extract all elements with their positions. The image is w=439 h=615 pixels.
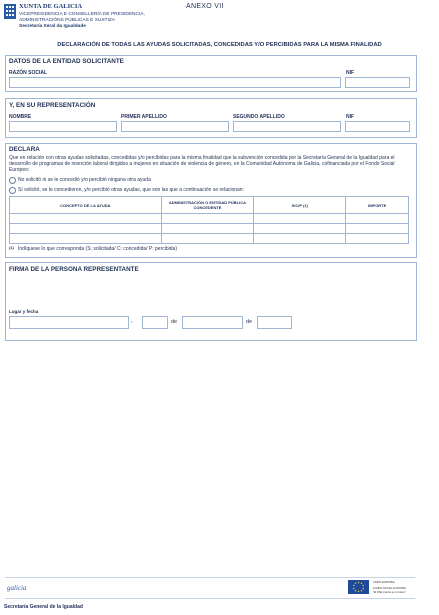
- option-no-radio[interactable]: [9, 177, 16, 184]
- name-label: NOMBRE: [9, 114, 32, 120]
- org-dept-line-1: VICEPRESIDENCIA E CONSELLERÍA DE PRESIDENCIA,: [19, 12, 145, 17]
- table-cell[interactable]: [161, 214, 253, 224]
- col-scp-header: S/C/P (1): [254, 197, 346, 214]
- signature-heading: FIRMA DE LA PERSONA REPRESENTANTE: [9, 266, 139, 273]
- representative-nif-label: NIF: [346, 114, 355, 120]
- xunta-logo: [4, 4, 16, 19]
- table-row: [10, 214, 409, 224]
- second-surname-label: SEGUNDO APELLIDO: [233, 114, 285, 120]
- aids-table: [9, 196, 409, 244]
- annex-label: ANEXO VII: [186, 3, 224, 10]
- de-label-1: de: [171, 319, 178, 325]
- table-row: [10, 234, 409, 244]
- table-cell[interactable]: [161, 234, 253, 244]
- eu-flag: [348, 580, 369, 594]
- footer-department: Secretaría General de la Igualdad: [4, 604, 83, 610]
- table-cell[interactable]: [254, 224, 346, 234]
- representative-nif-field[interactable]: [345, 121, 410, 132]
- table-row: [10, 224, 409, 234]
- eu-text-line-2: FONDO SOCIAL EUROPEO: [373, 587, 407, 590]
- eu-text-line-1: UNIÓN EUROPEA: [373, 581, 395, 584]
- galicia-logo-text: galicia: [7, 584, 27, 592]
- month-field[interactable]: [182, 316, 243, 329]
- first-surname-label: PRIMER APELLIDO: [121, 114, 167, 120]
- eu-stars-icon: [348, 580, 369, 594]
- applicant-nif-field[interactable]: [345, 77, 410, 88]
- signature-section: [5, 262, 417, 341]
- table-cell[interactable]: [254, 214, 346, 224]
- table-cell[interactable]: [346, 234, 409, 244]
- table-cell[interactable]: [10, 224, 162, 234]
- table-cell[interactable]: [346, 224, 409, 234]
- name-field[interactable]: [9, 121, 117, 132]
- declare-text: Que en relación con otras ayudas solicitadas, concedidas y/o percibidas para la misma finalidad que la subvención concedida por la Secretaría General de la Igualdad para el desarrollo de programas de inserción laboral dirigidos a mujeres en situación de violencia de género, en la Comunidad Autónoma de Galicia, cofinanciada por el Fondo Social Europeo:: [9, 155, 395, 174]
- option-yes-label: Sí solicitó, se le concedieron, y/o percibió otras ayudas, que son las que a continuación se relacionan:: [18, 187, 244, 193]
- org-dept-line-3: Secretaría Xeral da Igualdade: [19, 24, 86, 29]
- org-name: XUNTA DE GALICIA: [19, 3, 83, 10]
- eu-text-line-3: "El FSE invierte en tu futuro": [373, 591, 406, 594]
- place-date-label: Lugar y fecha: [9, 309, 39, 314]
- place-field[interactable]: [9, 316, 129, 329]
- year-field[interactable]: [257, 316, 292, 329]
- aids-table-header: [10, 197, 409, 214]
- col-concept-header: CONCEPTO DE LA AYUDA: [10, 197, 162, 214]
- razon-social-field[interactable]: [9, 77, 341, 88]
- first-surname-field[interactable]: [121, 121, 229, 132]
- galicia-logo: [7, 584, 26, 592]
- applicant-heading: DATOS DE LA ENTIDAD SOLICITANTE: [9, 58, 124, 65]
- table-cell[interactable]: [346, 214, 409, 224]
- table-cell[interactable]: [10, 214, 162, 224]
- representative-heading: Y, EN SU REPRESENTACIÓN: [9, 102, 96, 109]
- applicant-nif-label: NIF: [346, 70, 355, 76]
- col-amount-header: IMPORTE: [346, 197, 409, 214]
- xunta-shield-icon: [4, 4, 16, 19]
- footnote-text: Indíquese lo que corresponda (S: solicitada/ C: concedida/ P: percibida): [18, 246, 177, 252]
- declare-heading: DECLARA: [9, 146, 40, 153]
- de-label-2: de: [246, 319, 253, 325]
- footnote-mark: (1): [9, 245, 14, 250]
- document-title: DECLARACIÓN DE TODAS LAS AYUDAS SOLICITADAS, CONCEDIDAS Y/O PERCIBIDAS PARA LA MISMA FINALIDAD: [57, 42, 382, 48]
- comma-separator: ,: [131, 318, 133, 324]
- table-cell[interactable]: [254, 234, 346, 244]
- option-yes-radio[interactable]: [9, 187, 16, 194]
- option-no-label: No solicitó ni se le concedió y/o percibió ninguna otra ayuda: [18, 177, 151, 183]
- table-cell[interactable]: [10, 234, 162, 244]
- table-cell[interactable]: [161, 224, 253, 234]
- razon-social-label: RAZÓN SOCIAL: [9, 70, 48, 76]
- org-dept-line-2: ADMINISTRACIÓNS PÚBLICAS E XUSTIZA: [19, 18, 115, 23]
- day-field[interactable]: [142, 316, 168, 329]
- second-surname-field[interactable]: [233, 121, 341, 132]
- col-admin-header: ADMINISTRACIÓN O ENTIDAD PÚBLICA CONCEDENTE: [161, 197, 253, 214]
